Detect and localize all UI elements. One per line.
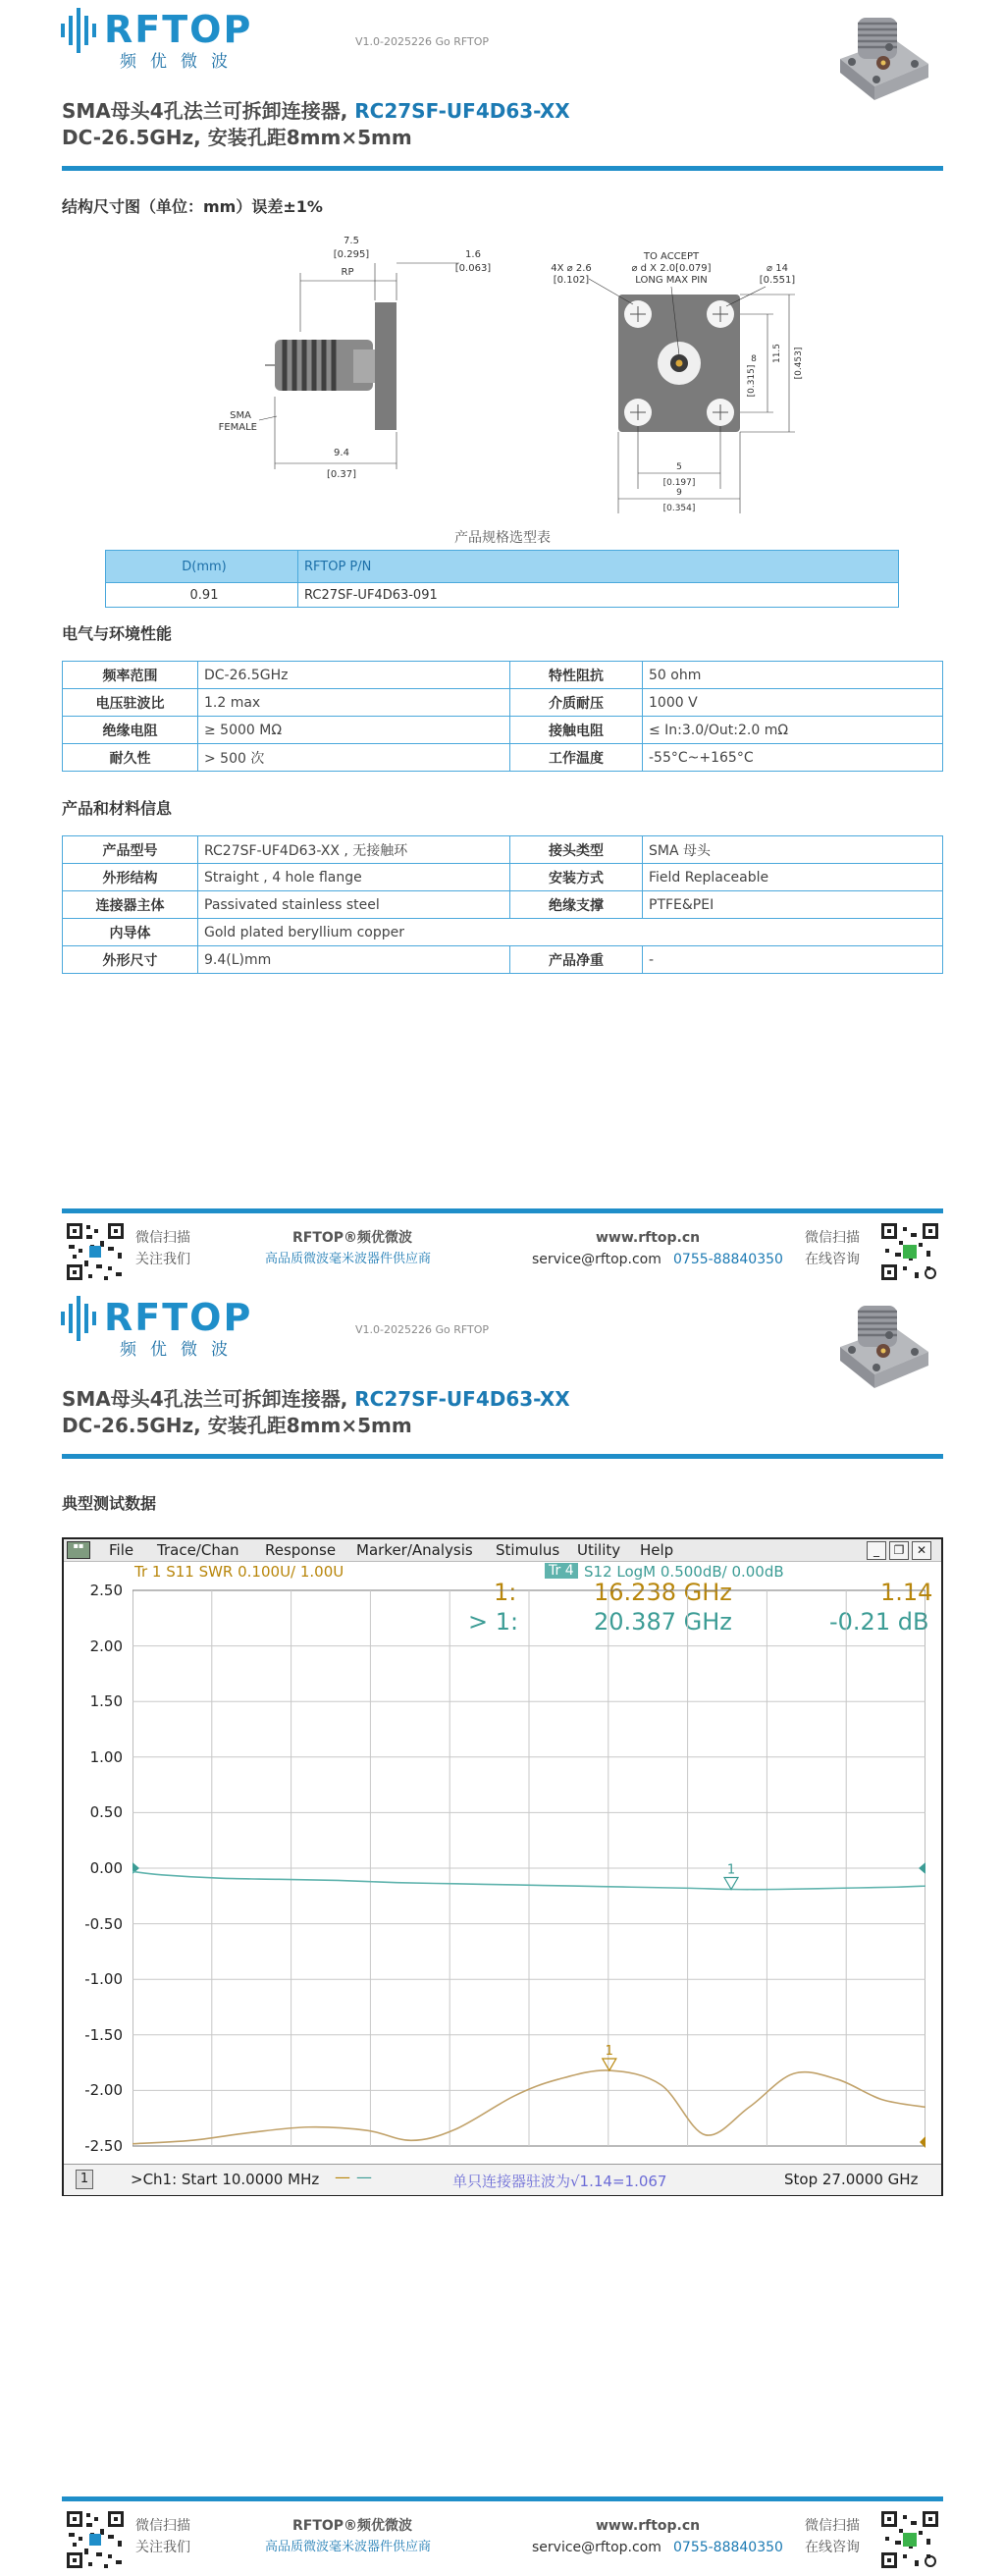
material-key: 外形结构 (63, 864, 198, 891)
table-row (63, 744, 943, 772)
vna-menubar (64, 1539, 941, 1562)
section-title-drawing: 结构尺寸图（单位：mm）误差±1% (62, 197, 323, 216)
electrical-key: 频率范围 (63, 662, 198, 689)
material-value: Straight , 4 hole flange (198, 864, 510, 891)
electrical-key: 电压驻波比 (63, 689, 198, 717)
restore-icon[interactable]: ❐ (889, 1541, 909, 1560)
marker-s12 (724, 1878, 738, 1890)
spec-header-d: D(mm) (106, 551, 298, 583)
menu-file[interactable]: File (109, 1541, 134, 1559)
dim-0-295: [0.295] (333, 249, 370, 260)
dim-0-354: [0.354] (662, 504, 696, 513)
dim-8: 8 (751, 354, 757, 364)
swr-note: 单只连接器驻波为√1.14=1.067 (452, 2173, 667, 2190)
dim-7-5: 7.5 (344, 236, 359, 246)
version: V1.0-2025226 Go RFTOP (355, 35, 490, 48)
section-title-material: 产品和材料信息 (62, 799, 173, 818)
footer-phone: 0755-88840350 (673, 1252, 783, 1267)
hole-dim-inch: [0.102] (553, 275, 590, 286)
marker-1-label: 1: (494, 1579, 517, 1606)
menu-trace-chan[interactable]: Trace/Chan (157, 1541, 239, 1559)
qr-code-follow (65, 2509, 126, 2570)
product-title (62, 1383, 570, 1412)
accept-line-3: LONG MAX PIN (635, 275, 708, 286)
electrical-value: 50 ohm (643, 662, 943, 689)
y-tick-label: -1.50 (84, 2025, 123, 2044)
qr-code-consult (879, 1221, 940, 1282)
footer-brand: RFTOP®频优微波 (292, 1230, 413, 1246)
footer-consult: 在线咨询 (805, 2540, 860, 2555)
electrical-value: -55°C~+165°C (643, 744, 943, 772)
menu-stimulus[interactable]: Stimulus (496, 1541, 560, 1559)
y-tick-label: 2.50 (89, 1582, 123, 1599)
dim-0-197: [0.197] (662, 478, 696, 488)
product-subtitle: DC-26.5GHz, 安装孔距8mm×5mm (62, 126, 412, 149)
material-key: 绝缘支撑 (510, 891, 643, 919)
footer-follow-us: 关注我们 (135, 1252, 190, 1267)
qr-code-consult (879, 2509, 940, 2570)
material-value: Gold plated beryllium copper (198, 919, 943, 946)
dim-0-453: [0.453] (794, 347, 804, 380)
footer-website[interactable]: www.rftop.cn (596, 1230, 701, 1246)
footer-consult: 在线咨询 (805, 1252, 860, 1267)
footer-wechat-scan: 微信扫描 (135, 1230, 190, 1246)
table-row (63, 689, 943, 717)
electrical-value: ≤ In:3.0/Out:2.0 mΩ (643, 717, 943, 744)
footer-brand: RFTOP®频优微波 (292, 2518, 413, 2534)
legend-s12: — (356, 2168, 372, 2186)
material-value: 9.4(L)mm (198, 946, 510, 974)
trace-4-label: S12 LogM 0.500dB/ 0.00dB (584, 1563, 784, 1581)
title-part-number: RC27SF-UF4D63-XX (354, 1387, 570, 1411)
table-row (63, 717, 943, 744)
menu-response[interactable]: Response (265, 1541, 337, 1559)
qr-code-follow (65, 1221, 126, 1282)
dim-1-6: 1.6 (465, 249, 481, 260)
accept-line-1: TO ACCEPT (643, 251, 700, 262)
material-key: 接头类型 (510, 836, 643, 864)
material-table (62, 835, 943, 974)
electrical-value: > 500 次 (198, 744, 510, 772)
trace-4-badge: Tr 4 (545, 1563, 578, 1579)
dim-9-4: 9.4 (334, 448, 349, 458)
accept-line-2: ⌀ d X 2.0[0.079] (631, 263, 712, 274)
dimension-drawing (216, 224, 805, 518)
product-image (820, 10, 938, 128)
female-label: FEMALE (218, 422, 257, 433)
header-divider (62, 166, 943, 171)
electrical-key: 绝缘电阻 (63, 717, 198, 744)
footer-follow-us: 关注我们 (135, 2540, 190, 2555)
y-tick-label: -2.00 (84, 2081, 123, 2100)
footer-website[interactable]: www.rftop.cn (596, 2518, 701, 2534)
material-value: SMA 母头 (643, 836, 943, 864)
product-title (62, 95, 570, 124)
dim-5: 5 (676, 462, 682, 472)
table-row (106, 583, 899, 608)
section-title-electrical: 电气与环境性能 (62, 624, 173, 643)
title-prefix: SMA母头4孔法兰可拆卸连接器, (62, 1387, 355, 1411)
material-key: 外形尺寸 (63, 946, 198, 974)
section-title-test: 典型测试数据 (62, 1494, 157, 1513)
footer-wechat-scan: 微信扫描 (135, 2518, 190, 2534)
material-value: RC27SF-UF4D63-XX , 无接触环 (198, 836, 510, 864)
stop-frequency: Stop 27.0000 GHz (784, 2171, 919, 2188)
header-divider (62, 1454, 943, 1459)
y-tick-label: 1.00 (89, 1747, 123, 1766)
spec-table-caption: 产品规格选型表 (454, 530, 551, 546)
electrical-key: 耐久性 (63, 744, 198, 772)
electrical-value: DC-26.5GHz (198, 662, 510, 689)
reference-arrow-right (919, 1862, 926, 1874)
title-prefix: SMA母头4孔法兰可拆卸连接器, (62, 99, 355, 123)
electrical-value: 1000 V (643, 689, 943, 717)
y-tick-label: 1.50 (89, 1692, 123, 1711)
spec-cell-pn: RC27SF-UF4D63-091 (298, 583, 899, 608)
marker-1-value: 1.14 (880, 1579, 933, 1606)
electrical-table (62, 661, 943, 772)
logo-cn: 频优微波 (120, 1340, 241, 1360)
electrical-key: 介质耐压 (510, 689, 643, 717)
marker-s11-label: 1 (605, 2044, 613, 2060)
legend-s11: — (335, 2168, 350, 2186)
dim-9: 9 (676, 488, 682, 498)
material-key: 安装方式 (510, 864, 643, 891)
dia-14-inch: [0.551] (759, 275, 796, 286)
material-value: Passivated stainless steel (198, 891, 510, 919)
electrical-key: 特性阻抗 (510, 662, 643, 689)
version: V1.0-2025226 Go RFTOP (355, 1323, 490, 1336)
footer-wechat-scan-2: 微信扫描 (805, 1230, 860, 1246)
minimize-icon[interactable]: _ (867, 1541, 886, 1560)
table-row (63, 946, 943, 974)
y-tick-label: -2.50 (84, 2137, 123, 2155)
y-tick-label: 0.50 (89, 1803, 123, 1822)
table-row (63, 919, 943, 946)
product-image (820, 1298, 938, 1416)
title-part-number: RC27SF-UF4D63-XX (354, 99, 570, 123)
material-value: Field Replaceable (643, 864, 943, 891)
logo-text: RFTOP (104, 8, 253, 51)
y-tick-label: -0.50 (84, 1914, 123, 1933)
vna-app-icon: ▪▪ (67, 1541, 90, 1559)
dia-14: ⌀ 14 (767, 263, 788, 274)
table-row (63, 836, 943, 864)
table-row (63, 864, 943, 891)
material-value: - (643, 946, 943, 974)
dim-0-063: [0.063] (454, 263, 492, 274)
marker-s12-label: 1 (726, 1862, 736, 1878)
spec-cell-d: 0.91 (106, 583, 298, 608)
electrical-value: 1.2 max (198, 689, 510, 717)
electrical-value: ≥ 5000 MΩ (198, 717, 510, 744)
dim-11-5: 11.5 (772, 343, 782, 364)
menu-help[interactable]: Help (640, 1541, 674, 1559)
material-key: 连接器主体 (63, 891, 198, 919)
footer-email[interactable]: service@rftop.com (532, 2540, 661, 2555)
vna-plot (132, 1579, 929, 2156)
material-key: 产品净重 (510, 946, 643, 974)
footer-divider (62, 2496, 943, 2501)
logo-cn: 频优微波 (120, 52, 241, 72)
spec-header-pn: RFTOP P/N (298, 551, 899, 583)
y-tick-label: 2.00 (89, 1637, 123, 1655)
product-subtitle: DC-26.5GHz, 安装孔距8mm×5mm (62, 1414, 412, 1437)
footer-slogan: 高品质微波毫米波器件供应商 (265, 1252, 432, 1266)
marker-2-value: -0.21 dB (829, 1608, 929, 1636)
material-key: 产品型号 (63, 836, 198, 864)
footer-wechat-scan-2: 微信扫描 (805, 2518, 860, 2534)
sma-label: SMA (230, 410, 251, 421)
vna-screenshot (62, 1537, 943, 2196)
footer-slogan: 高品质微波毫米波器件供应商 (265, 2540, 432, 2554)
menu-marker-analysis[interactable]: Marker/Analysis (356, 1541, 473, 1559)
start-frequency: >Ch1: Start 10.0000 MHz (131, 2171, 320, 2188)
material-key: 内导体 (63, 919, 198, 946)
marker-s11 (603, 2059, 616, 2070)
channel-number[interactable]: 1 (76, 2170, 93, 2189)
dim-0-37: [0.37] (326, 469, 357, 480)
marker-2-freq: 20.387 GHz (594, 1608, 732, 1636)
spec-table (105, 550, 899, 608)
material-value: PTFE&PEI (643, 891, 943, 919)
spec-header-row (106, 551, 899, 583)
footer-email[interactable]: service@rftop.com (532, 1252, 661, 1267)
y-tick-label: -1.00 (84, 1970, 123, 1989)
marker-1-freq: 16.238 GHz (594, 1579, 732, 1606)
dim-0-315: [0.315] (747, 364, 757, 398)
electrical-key: 接触电阻 (510, 717, 643, 744)
vna-statusbar (64, 2164, 941, 2195)
footer-divider (62, 1208, 943, 1213)
footer-phone: 0755-88840350 (673, 2540, 783, 2555)
menu-utility[interactable]: Utility (577, 1541, 621, 1559)
logo-text: RFTOP (104, 1296, 253, 1339)
close-icon[interactable]: ✕ (912, 1541, 931, 1560)
trace-1-label: Tr 1 S11 SWR 0.100U/ 1.00U (134, 1563, 344, 1581)
table-row (63, 891, 943, 919)
dim-rp: RP (341, 267, 354, 278)
marker-2-label: > 1: (468, 1608, 519, 1636)
y-tick-label: 0.00 (89, 1859, 123, 1877)
electrical-key: 工作温度 (510, 744, 643, 772)
hole-dim: 4X ⌀ 2.6 (551, 263, 592, 274)
table-row (63, 662, 943, 689)
